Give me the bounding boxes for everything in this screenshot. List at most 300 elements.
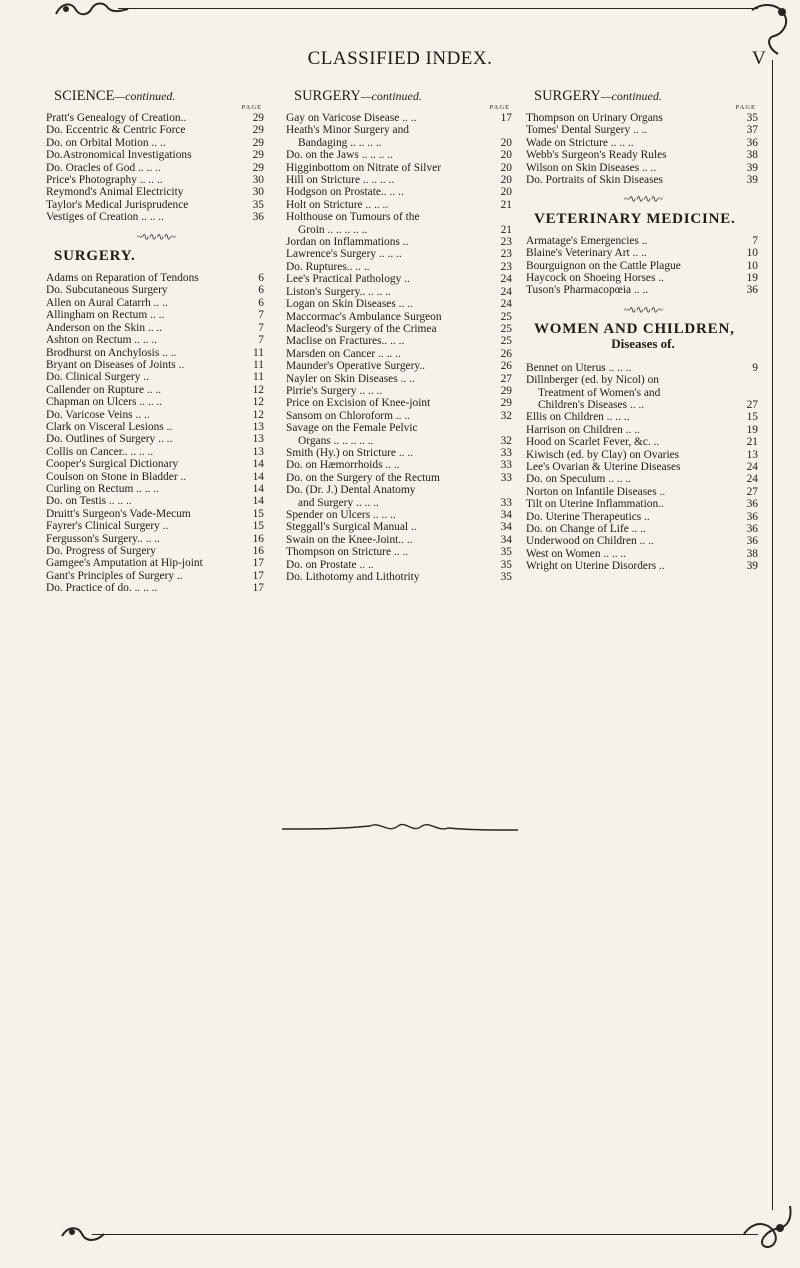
index-entry <box>286 286 514 298</box>
index-entry <box>526 112 760 124</box>
index-column-3 <box>526 88 760 573</box>
entry-page-number: 14 <box>252 458 264 471</box>
index-column-1 <box>46 88 266 595</box>
index-entry <box>46 384 266 396</box>
entry-page-number: 14 <box>252 482 264 495</box>
entry-title: Adams on Reparation of Tendons <box>46 272 199 285</box>
entry-page-number <box>498 211 514 223</box>
entry-page-number: 24 <box>500 285 512 298</box>
entry-page-number: 13 <box>252 433 264 446</box>
entry-page-number: 14 <box>252 495 264 508</box>
index-entry <box>286 472 514 484</box>
entry-title: Lawrence's Surgery .. .. .. <box>286 248 402 261</box>
entry-title: Do. on Prostate .. .. <box>286 558 374 571</box>
entry-title: Do. (Dr. J.) Dental Anatomy <box>286 484 416 497</box>
entry-page-number: 13 <box>252 420 264 433</box>
entry-title: Do. on Speculum .. .. .. <box>526 473 632 486</box>
section-heading-text: VETERINARY MEDICINE. <box>534 210 736 227</box>
entry-page-number: 12 <box>252 396 264 409</box>
entry-title: Allen on Aural Catarrh .. .. <box>46 296 168 309</box>
section-continued-note: —continued. <box>600 89 662 103</box>
entry-title: Allingham on Rectum .. .. <box>46 309 165 322</box>
entry-title: Reymond's Animal Electricity <box>46 186 184 199</box>
section-heading-text: SURGERY <box>294 88 361 104</box>
index-entry <box>526 362 760 374</box>
entry-title: Treatment of Women's and <box>538 386 661 399</box>
entry-page-number: 25 <box>500 310 512 323</box>
entry-page-number: 23 <box>500 248 512 261</box>
entry-title: Do. Outlines of Surgery .. .. <box>46 433 173 446</box>
entry-title: Gamgee's Amputation at Hip-joint <box>46 557 203 570</box>
entry-page-number: 27 <box>746 485 758 498</box>
index-entry <box>286 534 514 546</box>
entry-title: Spender on Ulcers .. .. .. <box>286 509 396 521</box>
index-entry <box>46 162 266 174</box>
entry-page-number: 17 <box>252 557 264 570</box>
entry-page-number: 23 <box>500 236 512 249</box>
bottom-border-rule <box>92 1234 758 1235</box>
entry-title: Gay on Varicose Disease .. .. <box>286 112 417 124</box>
entry-title: Price's Photography .. .. .. <box>46 174 163 187</box>
entry-title: Price on Excision of Knee-joint <box>286 397 431 410</box>
entry-title: Do. on the Surgery of the Rectum <box>286 471 440 484</box>
entry-page-number <box>498 124 514 136</box>
entry-page-number: 29 <box>252 161 264 174</box>
entry-title: Do. on the Jaws .. .. .. .. <box>286 149 393 162</box>
entry-title: Maclise on Fractures.. .. .. <box>286 335 405 348</box>
index-entry <box>526 486 760 498</box>
entry-page-number: 34 <box>500 509 512 521</box>
index-entry <box>286 335 514 347</box>
index-entry <box>286 385 514 397</box>
index-entry <box>286 422 514 434</box>
entry-title: Dillnberger (ed. by Nicol) on <box>526 374 659 387</box>
entry-page-number: 20 <box>500 136 512 149</box>
section-continued-note: —continued. <box>360 89 422 103</box>
index-entry <box>526 174 760 186</box>
entry-page-number: 6 <box>258 296 264 309</box>
entry-title: Tomes' Dental Surgery .. .. <box>526 124 648 137</box>
entry-page-number: 20 <box>500 161 512 174</box>
entry-title: Heath's Minor Surgery and <box>286 124 410 137</box>
bottom-right-flourish-icon <box>740 1200 796 1260</box>
entry-page-number <box>744 387 760 399</box>
section-heading-text: WOMEN AND CHILDREN, <box>534 321 735 338</box>
index-entry <box>286 199 514 211</box>
entry-title: Do.Astronomical Investigations <box>46 149 192 162</box>
entry-page-number: 29 <box>252 136 264 149</box>
entry-title: Collis on Cancer.. .. .. .. <box>46 445 154 458</box>
entry-title: Swain on the Knee-Joint.. .. <box>286 533 413 546</box>
entry-title: Groin .. .. .. .. .. <box>298 223 368 236</box>
index-entry <box>286 447 514 459</box>
index-entry <box>286 546 514 558</box>
entry-title: Sansom on Chloroform .. .. <box>286 409 411 422</box>
entry-title: Armatage's Emergencies .. <box>526 234 648 247</box>
index-entry <box>286 137 514 149</box>
index-entry <box>46 112 266 124</box>
entry-title: Wade on Stricture .. .. .. <box>526 136 634 149</box>
entry-page-number: 32 <box>500 409 512 422</box>
entry-title: Hood on Scarlet Fever, &c. .. <box>526 436 660 449</box>
entry-title: Do. Subcutaneous Surgery <box>46 284 168 297</box>
entry-page-number: 38 <box>746 547 758 560</box>
entry-page-number: 12 <box>252 408 264 421</box>
entry-page-number: 29 <box>252 149 264 162</box>
entry-title: Do. Lithotomy and Lithotrity <box>286 571 420 584</box>
section-heading-text: SCIENCE <box>54 88 115 104</box>
entry-page-number: 21 <box>746 436 758 449</box>
entry-page-number <box>744 374 760 386</box>
entry-page-number: 36 <box>746 535 758 548</box>
entry-title: Wright on Uterine Disorders .. <box>526 560 665 573</box>
index-entry <box>46 211 266 223</box>
entry-page-number: 20 <box>500 149 512 162</box>
index-entry <box>526 535 760 547</box>
entry-page-number: 11 <box>253 358 264 371</box>
section-heading <box>294 88 514 104</box>
page-column-label <box>526 354 760 362</box>
index-entry <box>46 334 266 346</box>
page-number: V <box>752 48 766 69</box>
entry-title: Do. on Hæmorrhoids .. .. <box>286 459 400 472</box>
entry-page-number: 17 <box>500 112 512 124</box>
entry-title: Do. Uterine Therapeutics .. <box>526 510 650 523</box>
index-entry <box>526 272 760 284</box>
index-entry <box>526 449 760 461</box>
entry-page-number: 7 <box>258 321 264 334</box>
entry-page-number: 10 <box>746 247 758 260</box>
index-entry <box>46 471 266 483</box>
index-entry <box>286 211 514 223</box>
entry-page-number: 35 <box>746 112 758 124</box>
index-entry <box>46 545 266 557</box>
entry-title: Webb's Surgeon's Ready Rules <box>526 149 667 162</box>
entry-title: Bourguignon on the Cattle Plague <box>526 259 681 272</box>
entry-title: Harrison on Children .. .. <box>526 423 640 436</box>
index-entry <box>286 224 514 236</box>
index-entry <box>526 124 760 136</box>
index-entry <box>526 498 760 510</box>
entry-title: Anderson on the Skin .. .. <box>46 321 163 334</box>
index-entry <box>46 359 266 371</box>
section-heading <box>534 321 760 337</box>
entry-title: Do. Varicose Veins .. .. <box>46 408 150 421</box>
entry-title: Clark on Visceral Lesions .. <box>46 420 173 433</box>
index-entry <box>286 571 514 583</box>
entry-page-number: 13 <box>252 445 264 458</box>
index-entry <box>46 557 266 569</box>
entry-page-number: 36 <box>746 136 758 149</box>
entry-title: Do. Portraits of Skin Diseases <box>526 174 663 187</box>
right-border-rule <box>772 60 773 1210</box>
entry-title: Chapman on Ulcers .. .. .. <box>46 396 163 409</box>
index-entry <box>526 473 760 485</box>
entry-title: Ashton on Rectum .. .. .. <box>46 334 158 347</box>
entry-title: Do. Eccentric & Centric Force <box>46 124 186 137</box>
entry-title: Do. Practice of do. .. .. .. <box>46 582 158 595</box>
entry-page-number <box>498 484 514 496</box>
index-entry <box>526 284 760 296</box>
index-entry <box>286 186 514 198</box>
index-entry <box>286 236 514 248</box>
index-entry <box>526 374 760 386</box>
index-entry <box>286 497 514 509</box>
entry-page-number: 20 <box>500 186 512 199</box>
entry-page-number: 6 <box>258 284 264 297</box>
entry-title: Pratt's Genealogy of Creation.. <box>46 112 187 124</box>
page-column-label <box>526 227 760 235</box>
index-entry <box>46 570 266 582</box>
entry-title: Organs .. .. .. .. .. <box>298 434 374 447</box>
top-left-flourish-icon <box>52 0 132 20</box>
entry-title: Marsden on Cancer .. .. .. <box>286 347 401 360</box>
entry-page-number: 33 <box>500 471 512 484</box>
index-entry <box>286 397 514 409</box>
index-entry <box>286 174 514 186</box>
entry-title: Nayler on Skin Diseases .. .. <box>286 372 415 385</box>
entry-page-number: 25 <box>500 335 512 348</box>
entry-page-number: 35 <box>500 546 512 559</box>
index-entry <box>46 396 266 408</box>
entry-page-number: 39 <box>746 161 758 174</box>
entry-title: Norton on Infantile Diseases .. <box>526 485 666 498</box>
section-divider-icon: ~∿∿∿∿~ <box>623 304 663 316</box>
entry-title: Do. on Orbital Motion .. .. <box>46 136 166 149</box>
index-entry <box>286 484 514 496</box>
index-entry <box>46 582 266 594</box>
entry-title: Do. Clinical Surgery .. <box>46 371 149 384</box>
index-column-2 <box>286 88 514 583</box>
entry-page-number: 15 <box>746 411 758 424</box>
index-entry <box>286 459 514 471</box>
entry-page-number: 7 <box>752 234 758 247</box>
entry-title: Smith (Hy.) on Stricture .. .. <box>286 446 414 459</box>
entry-page-number: 32 <box>500 434 512 447</box>
index-entry <box>46 124 266 136</box>
entry-title: Pirrie's Surgery .. .. .. <box>286 384 383 397</box>
entry-page-number: 27 <box>500 372 512 385</box>
entry-title: Bandaging .. .. .. .. <box>298 136 382 149</box>
entry-title: Underwood on Children .. .. <box>526 535 654 548</box>
index-entry <box>46 272 266 284</box>
entry-page-number: 16 <box>252 532 264 545</box>
entry-page-number: 34 <box>500 521 512 534</box>
entry-title: Fayrer's Clinical Surgery .. <box>46 520 169 533</box>
entry-page-number: 30 <box>252 174 264 187</box>
entry-page-number: 36 <box>746 284 758 297</box>
entry-title: Callender on Rupture .. .. <box>46 383 162 396</box>
entry-page-number: 21 <box>500 198 512 211</box>
entry-page-number: 36 <box>746 498 758 511</box>
entry-title: Lee's Ovarian & Uterine Diseases <box>526 460 681 473</box>
entry-page-number: 20 <box>500 174 512 187</box>
entry-title: Thompson on Urinary Organs <box>526 112 663 124</box>
entry-title: Cooper's Surgical Dictionary <box>46 458 179 471</box>
entry-page-number: 15 <box>252 507 264 520</box>
index-entry <box>526 511 760 523</box>
entry-page-number: 24 <box>746 473 758 486</box>
section-heading <box>534 211 760 227</box>
index-entry <box>46 199 266 211</box>
section-divider-icon: ~∿∿∿∿~ <box>136 231 176 243</box>
entry-title: Brodhurst on Anchylosis .. .. <box>46 346 177 359</box>
index-entry <box>526 247 760 259</box>
entry-page-number: 39 <box>746 560 758 573</box>
index-entry <box>46 409 266 421</box>
entry-title: Wilson on Skin Diseases .. .. <box>526 161 657 174</box>
entry-title: Macleod's Surgery of the Crimea <box>286 322 437 335</box>
index-entry <box>46 446 266 458</box>
entry-page-number: 30 <box>252 186 264 199</box>
entry-page-number: 10 <box>746 259 758 272</box>
index-entry <box>46 421 266 433</box>
index-entry <box>46 458 266 470</box>
entry-page-number: 34 <box>500 533 512 546</box>
entry-title: Hill on Stricture .. .. .. .. <box>286 174 395 187</box>
section-subheading: Diseases of. <box>611 336 675 352</box>
entry-page-number: 14 <box>252 470 264 483</box>
entry-page-number: 17 <box>252 569 264 582</box>
index-entry <box>46 186 266 198</box>
page-column-label: PAGE <box>735 104 756 111</box>
entry-title: Tilt on Uterine Inflammation.. <box>526 498 664 511</box>
entry-page-number: 36 <box>746 510 758 523</box>
entry-title: Higginbottom on Nitrate of Silver <box>286 161 442 174</box>
entry-title: and Surgery .. .. .. <box>298 496 379 509</box>
index-entry <box>46 533 266 545</box>
entry-page-number: 35 <box>500 571 512 584</box>
index-entry <box>286 162 514 174</box>
entry-title: Do. Ruptures.. .. .. <box>286 260 370 273</box>
entry-page-number: 7 <box>258 334 264 347</box>
entry-page-number: 36 <box>252 211 264 224</box>
entry-title: Steggall's Surgical Manual .. <box>286 521 417 534</box>
index-entry <box>286 360 514 372</box>
entry-page-number: 19 <box>746 423 758 436</box>
index-entry <box>526 387 760 399</box>
entry-page-number: 9 <box>752 361 758 374</box>
index-entry <box>46 508 266 520</box>
entry-title: Holt on Stricture .. .. .. <box>286 198 389 211</box>
index-entry <box>46 347 266 359</box>
entry-page-number: 7 <box>258 309 264 322</box>
index-entry <box>286 410 514 422</box>
entry-title: Maunder's Operative Surgery.. <box>286 360 426 373</box>
entry-title: Logan on Skin Diseases .. .. <box>286 298 413 311</box>
entry-page-number: 13 <box>746 448 758 461</box>
bottom-ornament-icon <box>280 820 520 836</box>
section-heading <box>54 88 266 104</box>
section-heading <box>534 88 760 104</box>
entry-page-number: 11 <box>253 346 264 359</box>
index-entry <box>526 461 760 473</box>
entry-page-number: 27 <box>746 398 758 411</box>
entry-title: Fergusson's Surgery.. .. .. <box>46 532 160 545</box>
entry-title: Do. on Change of Life .. .. <box>526 522 646 535</box>
top-border-rule <box>118 8 758 9</box>
entry-page-number: 37 <box>746 124 758 137</box>
entry-page-number: 35 <box>500 558 512 571</box>
page-title: CLASSIFIED INDEX. <box>307 48 493 69</box>
index-entry <box>286 112 514 124</box>
entry-title: Blaine's Veterinary Art .. .. <box>526 247 647 260</box>
entry-title: Lee's Practical Pathology .. <box>286 273 410 286</box>
index-entry <box>46 309 266 321</box>
entry-page-number: 29 <box>252 112 264 124</box>
section-divider-icon: ~∿∿∿∿~ <box>623 194 663 206</box>
entry-title: Thompson on Stricture .. .. <box>286 546 409 559</box>
index-entry <box>526 149 760 161</box>
index-entry <box>526 260 760 272</box>
index-entry <box>526 560 760 572</box>
index-entry <box>286 509 514 521</box>
index-entry <box>526 137 760 149</box>
entry-page-number: 35 <box>252 198 264 211</box>
entry-page-number: 6 <box>258 272 264 285</box>
entry-page-number: 21 <box>500 223 512 236</box>
entry-page-number <box>498 422 514 434</box>
entry-page-number: 29 <box>252 124 264 137</box>
index-entry <box>46 483 266 495</box>
page-column-label: PAGE <box>489 104 510 111</box>
index-entry <box>526 523 760 535</box>
bottom-left-flourish-icon <box>58 1222 108 1248</box>
entry-page-number: 33 <box>500 459 512 472</box>
entry-page-number: 11 <box>253 371 264 384</box>
page-column-label: PAGE <box>241 104 262 111</box>
entry-title: Holthouse on Tumours of the <box>286 211 420 224</box>
entry-title: Jordan on Inflammations .. <box>286 236 409 249</box>
index-entry <box>286 149 514 161</box>
entry-page-number: 38 <box>746 149 758 162</box>
entry-page-number: 16 <box>252 545 264 557</box>
entry-title: Gant's Principles of Surgery .. <box>46 569 183 582</box>
entry-page-number: 25 <box>500 322 512 335</box>
entry-title: Bennet on Uterus .. .. .. <box>526 361 632 374</box>
section-heading-text: SURGERY. <box>54 248 136 265</box>
index-entry <box>286 559 514 571</box>
entry-page-number: 17 <box>252 582 264 595</box>
index-entry <box>46 371 266 383</box>
index-entry <box>286 348 514 360</box>
entry-page-number: 24 <box>746 460 758 473</box>
entry-page-number: 26 <box>500 347 512 360</box>
index-entry <box>286 373 514 385</box>
entry-title: Kiwisch (ed. by Clay) on Ovaries <box>526 448 680 461</box>
entry-page-number: 29 <box>500 397 512 410</box>
entry-title: Vestiges of Creation .. .. .. <box>46 211 164 224</box>
index-entry <box>526 548 760 560</box>
index-entry <box>286 311 514 323</box>
entry-page-number: 29 <box>500 384 512 397</box>
index-entry <box>46 137 266 149</box>
index-entry <box>46 297 266 309</box>
entry-page-number: 26 <box>500 360 512 373</box>
entry-page-number: 39 <box>746 174 758 187</box>
entry-page-number: 33 <box>500 496 512 509</box>
section-heading <box>54 248 266 264</box>
index-entry <box>286 323 514 335</box>
index-entry <box>526 399 760 411</box>
entry-title: Haycock on Shoeing Horses .. <box>526 272 664 285</box>
index-entry <box>526 235 760 247</box>
index-entry <box>526 424 760 436</box>
index-entry <box>46 284 266 296</box>
entry-page-number: 23 <box>500 260 512 273</box>
entry-title: West on Women .. .. .. <box>526 547 627 560</box>
entry-title: Tuson's Pharmacopœia .. .. <box>526 284 649 297</box>
